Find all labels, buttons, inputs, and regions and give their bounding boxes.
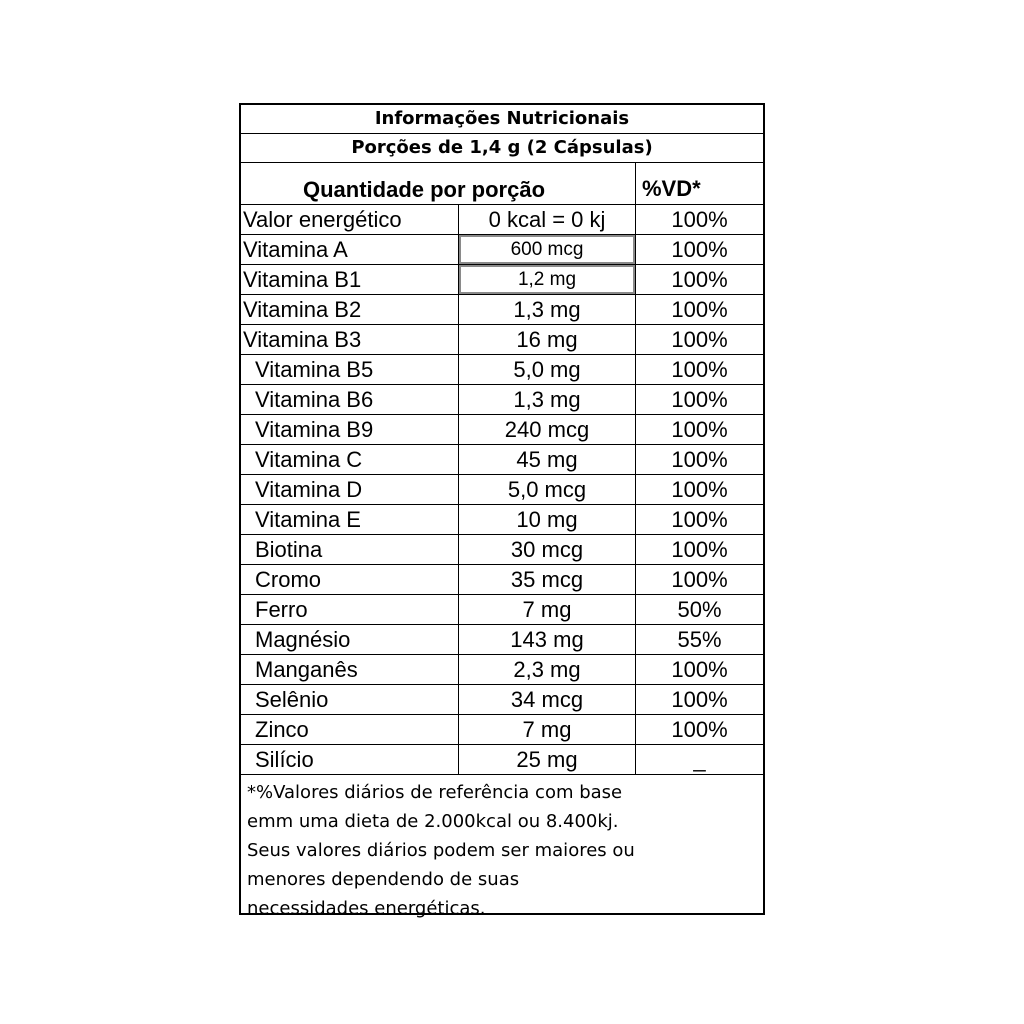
nutrition-facts-table xyxy=(239,103,765,919)
nutrient-daily-value: 100% xyxy=(635,685,763,714)
table-row xyxy=(241,595,763,625)
nutrient-quantity: 0 kcal = 0 kj xyxy=(458,205,635,234)
nutrient-quantity: 600 mcg xyxy=(458,235,635,264)
table-row xyxy=(241,265,763,295)
nutrient-daily-value: 100% xyxy=(635,505,763,534)
nutrient-name: Vitamina B3 xyxy=(243,327,362,352)
nutrient-daily-value: 55% xyxy=(635,625,763,654)
table-row xyxy=(241,355,763,385)
header-quantity: Quantidade por porção xyxy=(303,177,546,202)
nutrient-quantity: 2,3 mg xyxy=(458,655,635,684)
nutrient-daily-value: 100% xyxy=(635,205,763,234)
footnote xyxy=(241,778,763,923)
nutrient-name: Zinco xyxy=(255,717,309,742)
nutrient-quantity: 7 mg xyxy=(458,715,635,744)
nutrient-name: Vitamina B2 xyxy=(243,297,362,322)
nutrient-daily-value: 100% xyxy=(635,265,763,294)
table-row xyxy=(241,535,763,565)
nutrient-daily-value: 100% xyxy=(635,295,763,324)
table-row xyxy=(241,385,763,415)
table-row xyxy=(241,685,763,715)
table-row xyxy=(241,655,763,685)
table-row xyxy=(241,565,763,595)
table-row xyxy=(241,625,763,655)
nutrient-quantity: 25 mg xyxy=(458,745,635,774)
nutrient-quantity: 30 mcg xyxy=(458,535,635,564)
nutrient-quantity: 1,3 mg xyxy=(458,295,635,324)
header-vd: %VD* xyxy=(635,163,763,204)
nutrient-name: Vitamina E xyxy=(255,507,361,532)
nutrient-quantity: 7 mg xyxy=(458,595,635,624)
nutrient-daily-value: 100% xyxy=(635,385,763,414)
nutrient-quantity: 10 mg xyxy=(458,505,635,534)
nutrient-daily-value: 100% xyxy=(635,715,763,744)
footnote-line: emm uma dieta de 2.000kcal ou 8.400kj. xyxy=(247,811,619,832)
nutrient-name: Cromo xyxy=(255,567,322,592)
table-title: Informações Nutricionais xyxy=(241,105,763,134)
nutrient-name: Selênio xyxy=(255,687,329,712)
nutrient-daily-value: 100% xyxy=(635,355,763,384)
nutrient-daily-value: 100% xyxy=(635,565,763,594)
nutrient-name: Biotina xyxy=(255,537,323,562)
nutrient-quantity: 5,0 mg xyxy=(458,355,635,384)
nutrient-name: Vitamina C xyxy=(255,447,363,472)
table-row xyxy=(241,715,763,745)
nutrient-daily-value: 100% xyxy=(635,535,763,564)
nutrient-name: Ferro xyxy=(255,597,308,622)
nutrient-name: Vitamina D xyxy=(255,477,363,502)
nutrient-name: Vitamina B5 xyxy=(255,357,374,382)
nutrient-name: Magnésio xyxy=(255,627,351,652)
nutrient-quantity: 240 mcg xyxy=(458,415,635,444)
nutrient-name: Vitamina A xyxy=(243,237,348,262)
nutrient-daily-value: 100% xyxy=(635,475,763,504)
nutrient-daily-value: 50% xyxy=(635,595,763,624)
nutrient-daily-value: 100% xyxy=(635,325,763,354)
nutrient-daily-value: 100% xyxy=(635,235,763,264)
footnote-line: *%Valores diários de referência com base xyxy=(247,782,623,803)
table-row xyxy=(241,415,763,445)
nutrient-daily-value: 100% xyxy=(635,655,763,684)
nutrient-quantity: 1,2 mg xyxy=(458,265,635,294)
table-row xyxy=(241,295,763,325)
nutrient-quantity: 34 mcg xyxy=(458,685,635,714)
nutrient-daily-value: _ xyxy=(635,745,763,774)
nutrient-quantity: 35 mcg xyxy=(458,565,635,594)
table-row xyxy=(241,505,763,535)
table-row xyxy=(241,475,763,505)
nutrient-quantity: 5,0 mcg xyxy=(458,475,635,504)
nutrient-quantity: 143 mg xyxy=(458,625,635,654)
table-row xyxy=(241,235,763,265)
table-row xyxy=(241,325,763,355)
footnote-line: Seus valores diários podem ser maiores ou xyxy=(247,840,635,861)
footnote-line: necessidades energéticas. xyxy=(247,898,486,919)
nutrient-daily-value: 100% xyxy=(635,415,763,444)
column-header-row xyxy=(241,163,763,205)
nutrient-name: Vitamina B9 xyxy=(255,417,374,442)
nutrient-quantity: 45 mg xyxy=(458,445,635,474)
nutrient-name: Silício xyxy=(255,747,314,772)
table-row xyxy=(241,745,763,775)
footnote-line: menores dependendo de suas xyxy=(247,869,520,890)
nutrient-quantity: 1,3 mg xyxy=(458,385,635,414)
nutrient-name: Valor energético xyxy=(243,207,402,232)
nutrient-name: Vitamina B1 xyxy=(243,267,362,292)
nutrient-quantity: 16 mg xyxy=(458,325,635,354)
serving-size: Porções de 1,4 g (2 Cápsulas) xyxy=(241,134,763,163)
nutrient-name: Vitamina B6 xyxy=(255,387,374,412)
table-row xyxy=(241,445,763,475)
table-row xyxy=(241,205,763,235)
nutrient-name: Manganês xyxy=(255,657,358,682)
nutrient-daily-value: 100% xyxy=(635,445,763,474)
